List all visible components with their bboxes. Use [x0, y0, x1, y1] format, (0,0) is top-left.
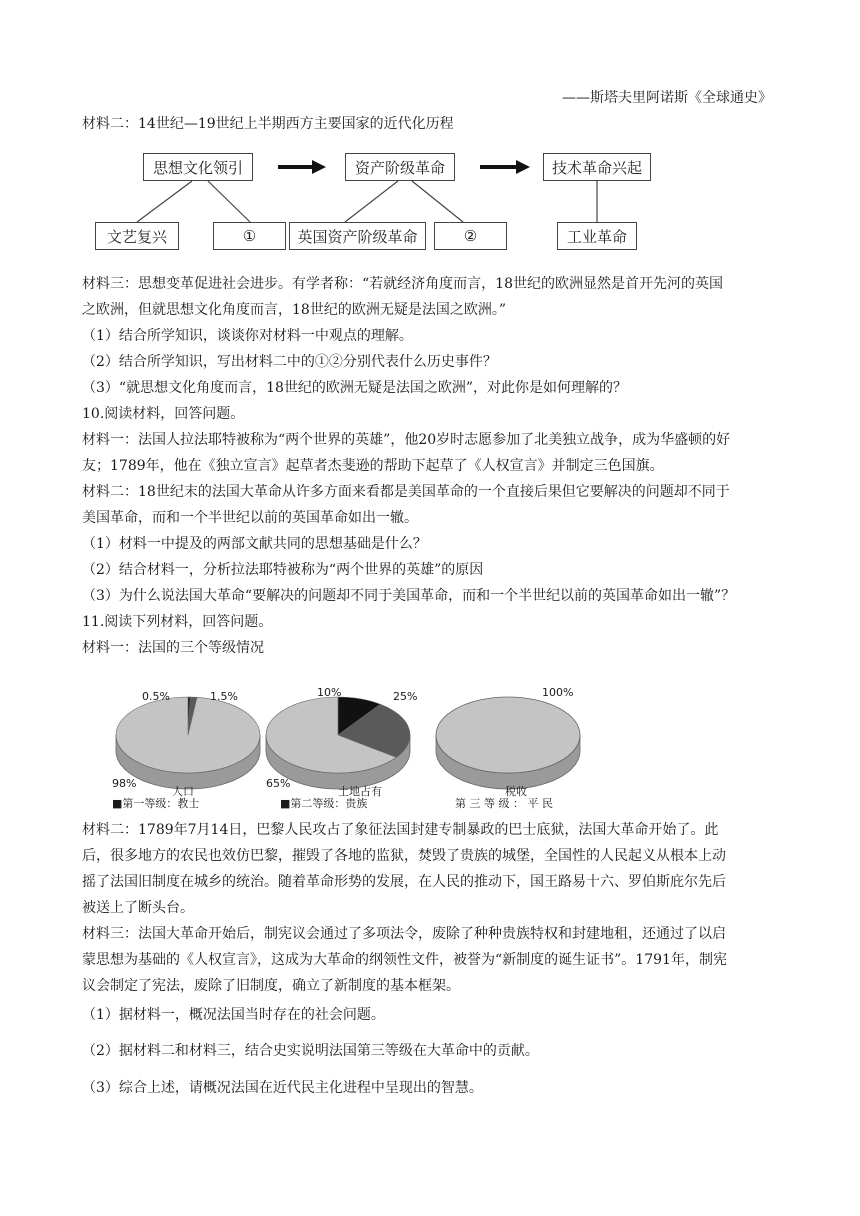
pie2-label-1: 25%	[393, 690, 418, 703]
pie2-label-0: 10%	[317, 686, 342, 699]
q11-material3-line-3: 议会制定了宪法，废除了旧制度，确立了新制度的基本框架。	[82, 978, 460, 994]
pie1-label-0: 0.5%	[142, 690, 170, 703]
pie1-label-2: 98%	[112, 777, 137, 790]
q11-question-3: （3）综合上述，请概况法国在近代民主化进程中呈现出的智慧。	[82, 1080, 483, 1096]
q11-heading: 11.阅读下列材料，回答问题。	[82, 614, 273, 630]
pie3-label-0: 100%	[542, 686, 574, 699]
q10-heading: 10.阅读材料，回答问题。	[82, 406, 245, 422]
diagram-node-blank-1: ①	[213, 222, 286, 250]
q9-1: （1）结合所学知识，谈谈你对材料一中观点的理解。	[82, 328, 413, 344]
diagram-node-industrial-revolution: 工业革命	[557, 222, 637, 250]
pie2-label-2: 65%	[266, 777, 291, 790]
q9-3: （3）“就思想文化角度而言，18世纪的欧洲无疑是法国之欧洲”，对此你是如何理解的？	[82, 380, 628, 396]
diagram-node-bourgeois-revolution: 资产阶级革命	[345, 153, 455, 181]
q10-material2-line-2: 美国革命，而和一个半世纪以前的英国革命如出一辙。	[82, 510, 418, 526]
diagram-node-english-revolution: 英国资产阶级革命	[289, 222, 426, 250]
q10-material1-line-1: 材料一：法国人拉法耶特被称为“两个世界的英雄”，他20岁时志愿参加了北美独立战争，成为华盛顿的好	[82, 432, 731, 448]
q11-material2-line-1: 材料二：1789年7月14日，巴黎人民攻占了象征法国封建专制暴政的巴士底狱，法国大革命开始了。此	[82, 822, 719, 838]
q10-question-1: （1）材料一中提及的两部文献共同的思想基础是什么？	[82, 536, 427, 552]
pie1-slice-2	[116, 697, 260, 773]
diagram-node-ideology: 思想文化领引	[143, 153, 253, 181]
legend-second-estate: ■第二等级：贵族	[280, 797, 368, 810]
q9-2: （2）结合所学知识，写出材料二中的①②分别代表什么历史事件？	[82, 354, 497, 370]
q10-material1-line-2: 友；1789年，他在《独立宣言》起草者杰斐逊的帮助下起草了《人权宣言》并制定三色国旗。	[82, 458, 664, 474]
q10-material2-line-1: 材料二：18世纪末的法国大革命从许多方面来看都是美国革命的一个直接后果但它要解决的问题却不同于	[82, 484, 730, 500]
q11-material1-title: 材料一：法国的三个等级情况	[82, 640, 264, 656]
material3-line-2: 之欧洲，但就思想文化角度而言，18世纪的欧洲无疑是法国之欧洲。”	[82, 302, 506, 318]
pie3-slice-0	[436, 697, 580, 773]
source-citation: ——斯塔夫里阿诺斯《全球通史》	[562, 90, 772, 106]
material2-heading: 材料二：14世纪—19世纪上半期西方主要国家的近代化历程	[82, 116, 454, 132]
pie1-label-1: 1.5%	[210, 690, 238, 703]
material3-line-1: 材料三：思想变革促进社会进步。有学者称：“若就经济角度而言，18世纪的欧洲显然是首开先河的英国	[82, 276, 723, 292]
diagram-node-blank-2: ②	[434, 222, 507, 250]
q11-material2-line-2: 后，很多地方的农民也效仿巴黎，摧毁了各地的监狱，焚毁了贵族的城堡，全国性的人民起义从根本上动	[82, 848, 726, 864]
diagram-node-renaissance: 文艺复兴	[95, 222, 179, 250]
q10-question-3: （3）为什么说法国大革命“要解决的问题却不同于美国革命，而和一个半世纪以前的英国革命如出一辙”？	[82, 588, 736, 604]
pie2-title: 土地占有	[338, 785, 382, 798]
q11-question-2: （2）据材料二和材料三，结合史实说明法国第三等级在大革命中的贡献。	[82, 1043, 539, 1059]
q10-question-2: （2）结合材料一，分析拉法耶特被称为“两个世界的英雄”的原因	[82, 562, 484, 578]
q11-material2-line-3: 摇了法国旧制度在城乡的统治。随着革命形势的发展，在人民的推动下，国王路易十六、罗伯斯庇尔先后	[82, 874, 726, 890]
q11-question-1: （1）据材料一，概况法国当时存在的社会问题。	[82, 1007, 385, 1023]
legend-first-estate: ■第一等级：教士	[112, 797, 200, 810]
legend-third-estate: 第 三 等 级 ： 平 民	[455, 797, 553, 810]
diagram-node-tech-revolution: 技术革命兴起	[543, 153, 651, 181]
pie3-title: 税收	[505, 785, 527, 798]
q11-material2-line-4: 被送上了断头台。	[82, 900, 194, 916]
q11-material3-line-1: 材料三：法国大革命开始后，制宪议会通过了多项法令，废除了种种贵族特权和封建地租，还通过了以启	[82, 926, 726, 942]
q11-material3-line-2: 蒙思想为基础的《人权宣言》，这成为大革命的纲领性文件，被誉为“新制度的诞生证书”。1791年，制宪	[82, 952, 727, 968]
pie1-title: 人口	[172, 785, 194, 798]
